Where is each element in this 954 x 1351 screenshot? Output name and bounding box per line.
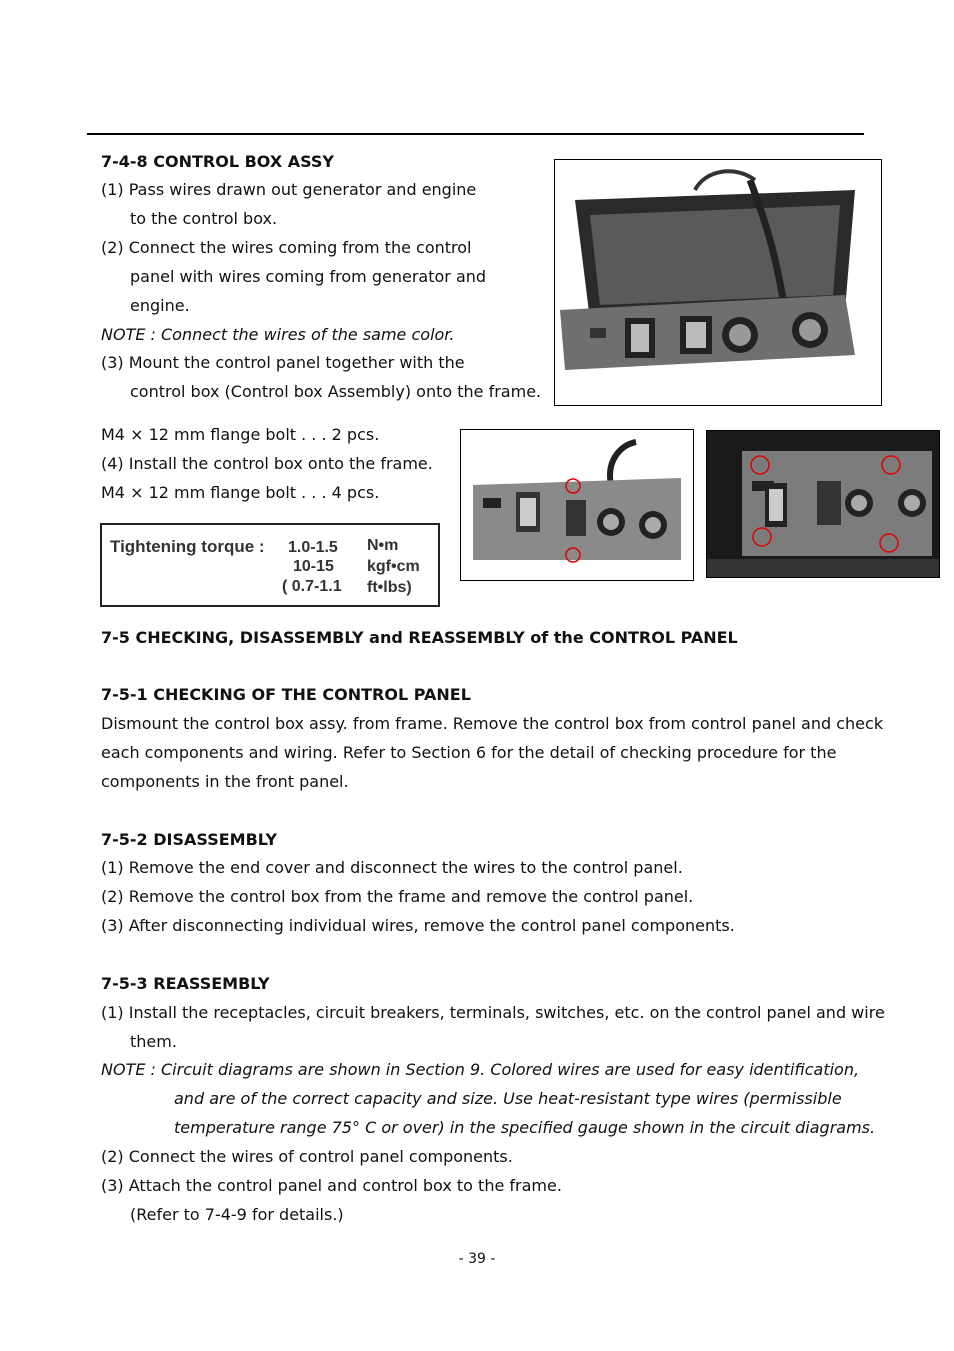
bolt-spec-2: M4 × 12 mm flange bolt . . . 4 pcs. (101, 483, 380, 502)
torque-label: Tightening torque : (110, 537, 265, 556)
heading-7-5-1: 7-5-1 CHECKING OF THE CONTROL PANEL (101, 685, 471, 704)
reassembly-step-3-line-2: (Refer to 7-4-9 for details.) (130, 1205, 344, 1224)
checking-line-1: Dismount the control box assy. from frame. Remove the control box from control panel and check (101, 714, 884, 733)
torque-value-ftlbs: ( 0.7-1.1 (282, 578, 342, 595)
heading-7-5-2: 7-5-2 DISASSEMBLY (101, 830, 278, 849)
note-same-color: NOTE : Connect the wires of the same color. (101, 325, 455, 344)
disassembly-step-3: (3) After disconnecting individual wires, remove the control panel components. (101, 916, 735, 935)
bolt-spec-1: M4 × 12 mm flange bolt . . . 2 pcs. (101, 425, 380, 444)
torque-value-nm: 1.0-1.5 (288, 539, 338, 556)
reassembly-note-line-2: and are of the correct capacity and size. Use heat-resistant type wires (permissible (174, 1089, 842, 1108)
mounted-panel-photo (706, 430, 940, 578)
reassembly-step-1-line-2: them. (130, 1032, 177, 1051)
step-2-line-1: (2) Connect the wires coming from the control (101, 238, 472, 257)
disassembly-step-2: (2) Remove the control box from the frame and remove the control panel. (101, 887, 694, 906)
control-panel-photo (460, 429, 694, 581)
step-1-line-1: (1) Pass wires drawn out generator and engine (101, 180, 477, 199)
disassembly-step-1: (1) Remove the end cover and disconnect the wires to the control panel. (101, 858, 683, 877)
heading-7-5-3: 7-5-3 REASSEMBLY (101, 974, 270, 993)
reassembly-step-2: (2) Connect the wires of control panel components. (101, 1147, 513, 1166)
step-2-line-2: panel with wires coming from generator and (130, 267, 487, 286)
control-box-photo (554, 159, 882, 406)
step-1-line-2: to the control box. (130, 209, 278, 228)
checking-line-2: each components and wiring. Refer to Section 6 for the detail of checking procedure for the (101, 743, 837, 762)
heading-7-5: 7-5 CHECKING, DISASSEMBLY and REASSEMBLY of the CONTROL PANEL (101, 628, 738, 647)
step-3-line-1: (3) Mount the control panel together with the (101, 353, 465, 372)
header-rule (87, 133, 864, 135)
torque-value-kgfcm: 10-15 (293, 558, 334, 575)
reassembly-note-line-3: temperature range 75° C or over) in the specified gauge shown in the circuit diagrams. (174, 1118, 876, 1137)
step-3-line-2: control box (Control box Assembly) onto the frame. (130, 382, 542, 401)
reassembly-step-3-line-1: (3) Attach the control panel and control box to the frame. (101, 1176, 562, 1195)
torque-unit-ftlbs: ft•lbs) (367, 579, 412, 596)
torque-unit-nm: N•m (367, 537, 399, 554)
step-4: (4) Install the control box onto the frame. (101, 454, 433, 473)
torque-unit-kgfcm: kgf•cm (367, 558, 420, 575)
torque-spec-box (100, 523, 440, 607)
reassembly-note-line-1: NOTE : Circuit diagrams are shown in Section 9. Colored wires are used for easy identification, (101, 1060, 860, 1079)
page-number: - 39 - (458, 1251, 496, 1267)
checking-line-3: components in the front panel. (101, 772, 349, 791)
heading-7-4-8: 7-4-8 CONTROL BOX ASSY (101, 152, 335, 171)
step-2-line-3: engine. (130, 296, 190, 315)
reassembly-step-1-line-1: (1) Install the receptacles, circuit breakers, terminals, switches, etc. on the control panel and wire (101, 1003, 885, 1022)
